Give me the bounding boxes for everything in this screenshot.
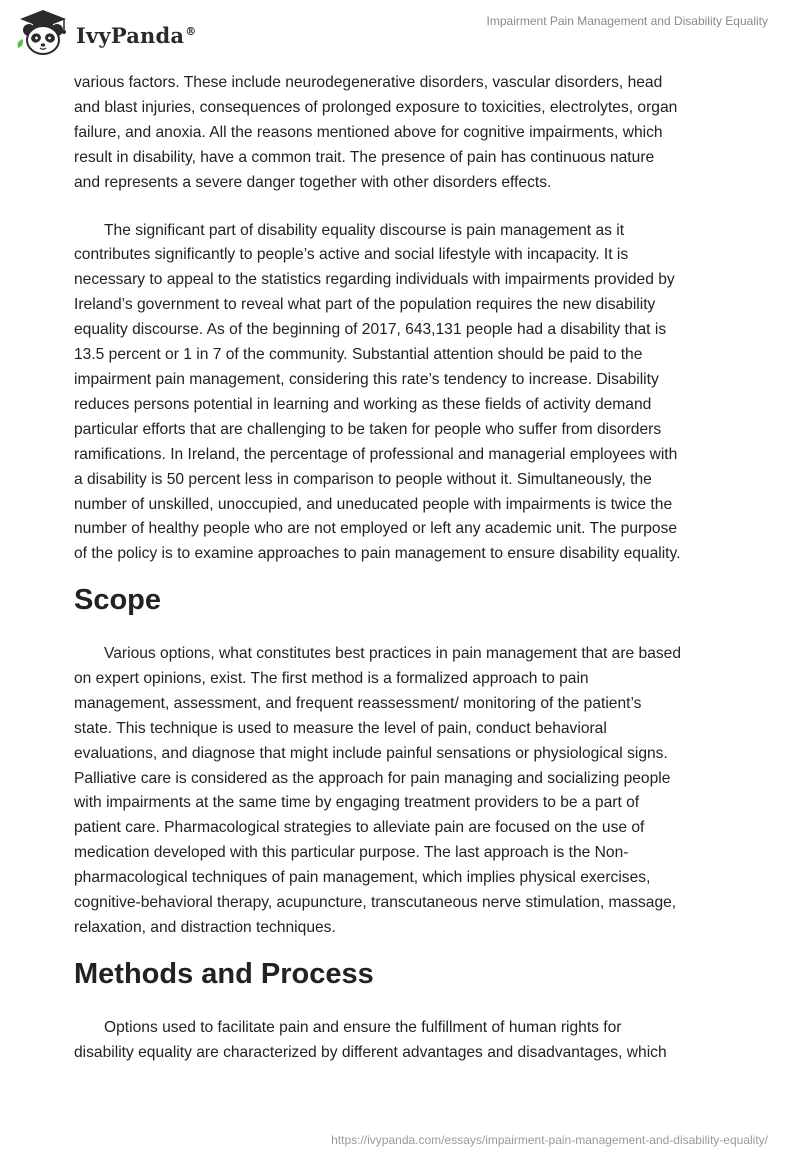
page-header bbox=[0, 0, 800, 60]
text-line: cognitive-behavioral therapy, acupuncture, transcutaneous nerve stimulation, massage, bbox=[74, 894, 677, 912]
text-line: management, assessment, and frequent reassessment/ monitoring of the patient’s bbox=[74, 694, 642, 712]
paragraph-discourse bbox=[74, 219, 734, 568]
text-line: medication developed with this particular purpose. The last approach is the Non- bbox=[74, 844, 629, 862]
brand-logo[interactable] bbox=[14, 8, 196, 56]
panda-graduate-icon bbox=[14, 8, 72, 56]
text-line: evaluations, and diagnose that might include painful sensations or physiological signs. bbox=[74, 744, 668, 762]
text-line: various factors. These include neurodegenerative disorders, vascular disorders, head bbox=[74, 74, 663, 91]
text-line: equality discourse. As of the beginning of 2017, 643,131 people had a disability that is bbox=[74, 321, 667, 339]
text-line: with impairments at the same time by engaging treatment providers to be a part of bbox=[74, 794, 640, 812]
paragraph-factors bbox=[74, 71, 734, 196]
text-line: patient care. Pharmacological strategies to alleviate pain are focused on the use of bbox=[74, 819, 645, 837]
registered-mark: ® bbox=[185, 24, 197, 38]
section-heading-scope: Scope bbox=[74, 584, 162, 617]
text-line: Options used to facilitate pain and ensure the fulfillment of human rights for bbox=[104, 1018, 622, 1036]
text-line: necessary to appeal to the statistics regarding individuals with impairments provided by bbox=[74, 271, 675, 289]
brand-name: IvyPanda® bbox=[76, 22, 197, 48]
paragraph-scope bbox=[74, 642, 734, 941]
text-line: contributes significantly to people’s active and social lifestyle with incapacity. It is bbox=[74, 246, 629, 264]
essay-content bbox=[74, 71, 734, 1066]
text-line: ramifications. In Ireland, the percentage of professional and managerial employees with bbox=[74, 445, 678, 463]
source-url[interactable]: https://ivypanda.com/essays/impairment-pain-management-and-disability-equality/ bbox=[331, 1133, 768, 1147]
text-line: number of unskilled, unoccupied, and uneducated people with impairments is twice the bbox=[74, 495, 673, 513]
text-line: on expert opinions, exist. The first method is a formalized approach to pain bbox=[74, 669, 589, 687]
document-title: Impairment Pain Management and Disability Equality bbox=[486, 14, 768, 28]
text-line: and represents a severe danger together with other disorders effects. bbox=[74, 173, 552, 191]
paragraph-methods bbox=[74, 1016, 734, 1066]
text-line: of the policy is to examine approaches to pain management to ensure disability equality. bbox=[74, 545, 681, 563]
section-heading-methods: Methods and Process bbox=[74, 957, 374, 990]
text-line: number of healthy people who are not employed or left any academic unit. The purpose bbox=[74, 520, 678, 538]
text-line: state. This technique is used to measure the level of pain, conduct behavioral bbox=[74, 719, 607, 737]
text-line: a disability is 50 percent less in comparison to people without it. Simultaneously, the bbox=[74, 470, 652, 488]
text-line: reduces persons potential in learning and working as these fields of activity demand bbox=[74, 395, 652, 413]
text-line: impairment pain management, considering this rate’s tendency to increase. Disability bbox=[74, 370, 659, 388]
text-line: Palliative care is considered as the approach for pain managing and socializing people bbox=[74, 769, 671, 787]
text-line: and blast injuries, consequences of prolonged exposure to toxicities, electrolytes, organ bbox=[74, 98, 678, 116]
text-line: particular efforts that are challenging to be taken for people who suffer from disorders bbox=[74, 420, 662, 438]
text-line: Various options, what constitutes best practices in pain management that are based bbox=[104, 645, 682, 663]
text-line: failure, and anoxia. All the reasons mentioned above for cognitive impairments, which bbox=[74, 123, 663, 141]
text-line: 13.5 percent or 1 in 7 of the community. Substantial attention should be paid to the bbox=[74, 346, 643, 364]
text-line: The significant part of disability equality discourse is pain management as it bbox=[104, 221, 625, 239]
text-line: result in disability, have a common trait. The presence of pain has continuous nature bbox=[74, 148, 655, 166]
text-line: relaxation, and distraction techniques. bbox=[74, 918, 336, 936]
text-line: pharmacological techniques of pain management, which implies physical exercises, bbox=[74, 869, 651, 887]
text-line: Ireland’s government to reveal what part of the population requires the new disability bbox=[74, 296, 656, 314]
text-line: disability equality are characterized by different advantages and disadvantages, which bbox=[74, 1043, 667, 1061]
